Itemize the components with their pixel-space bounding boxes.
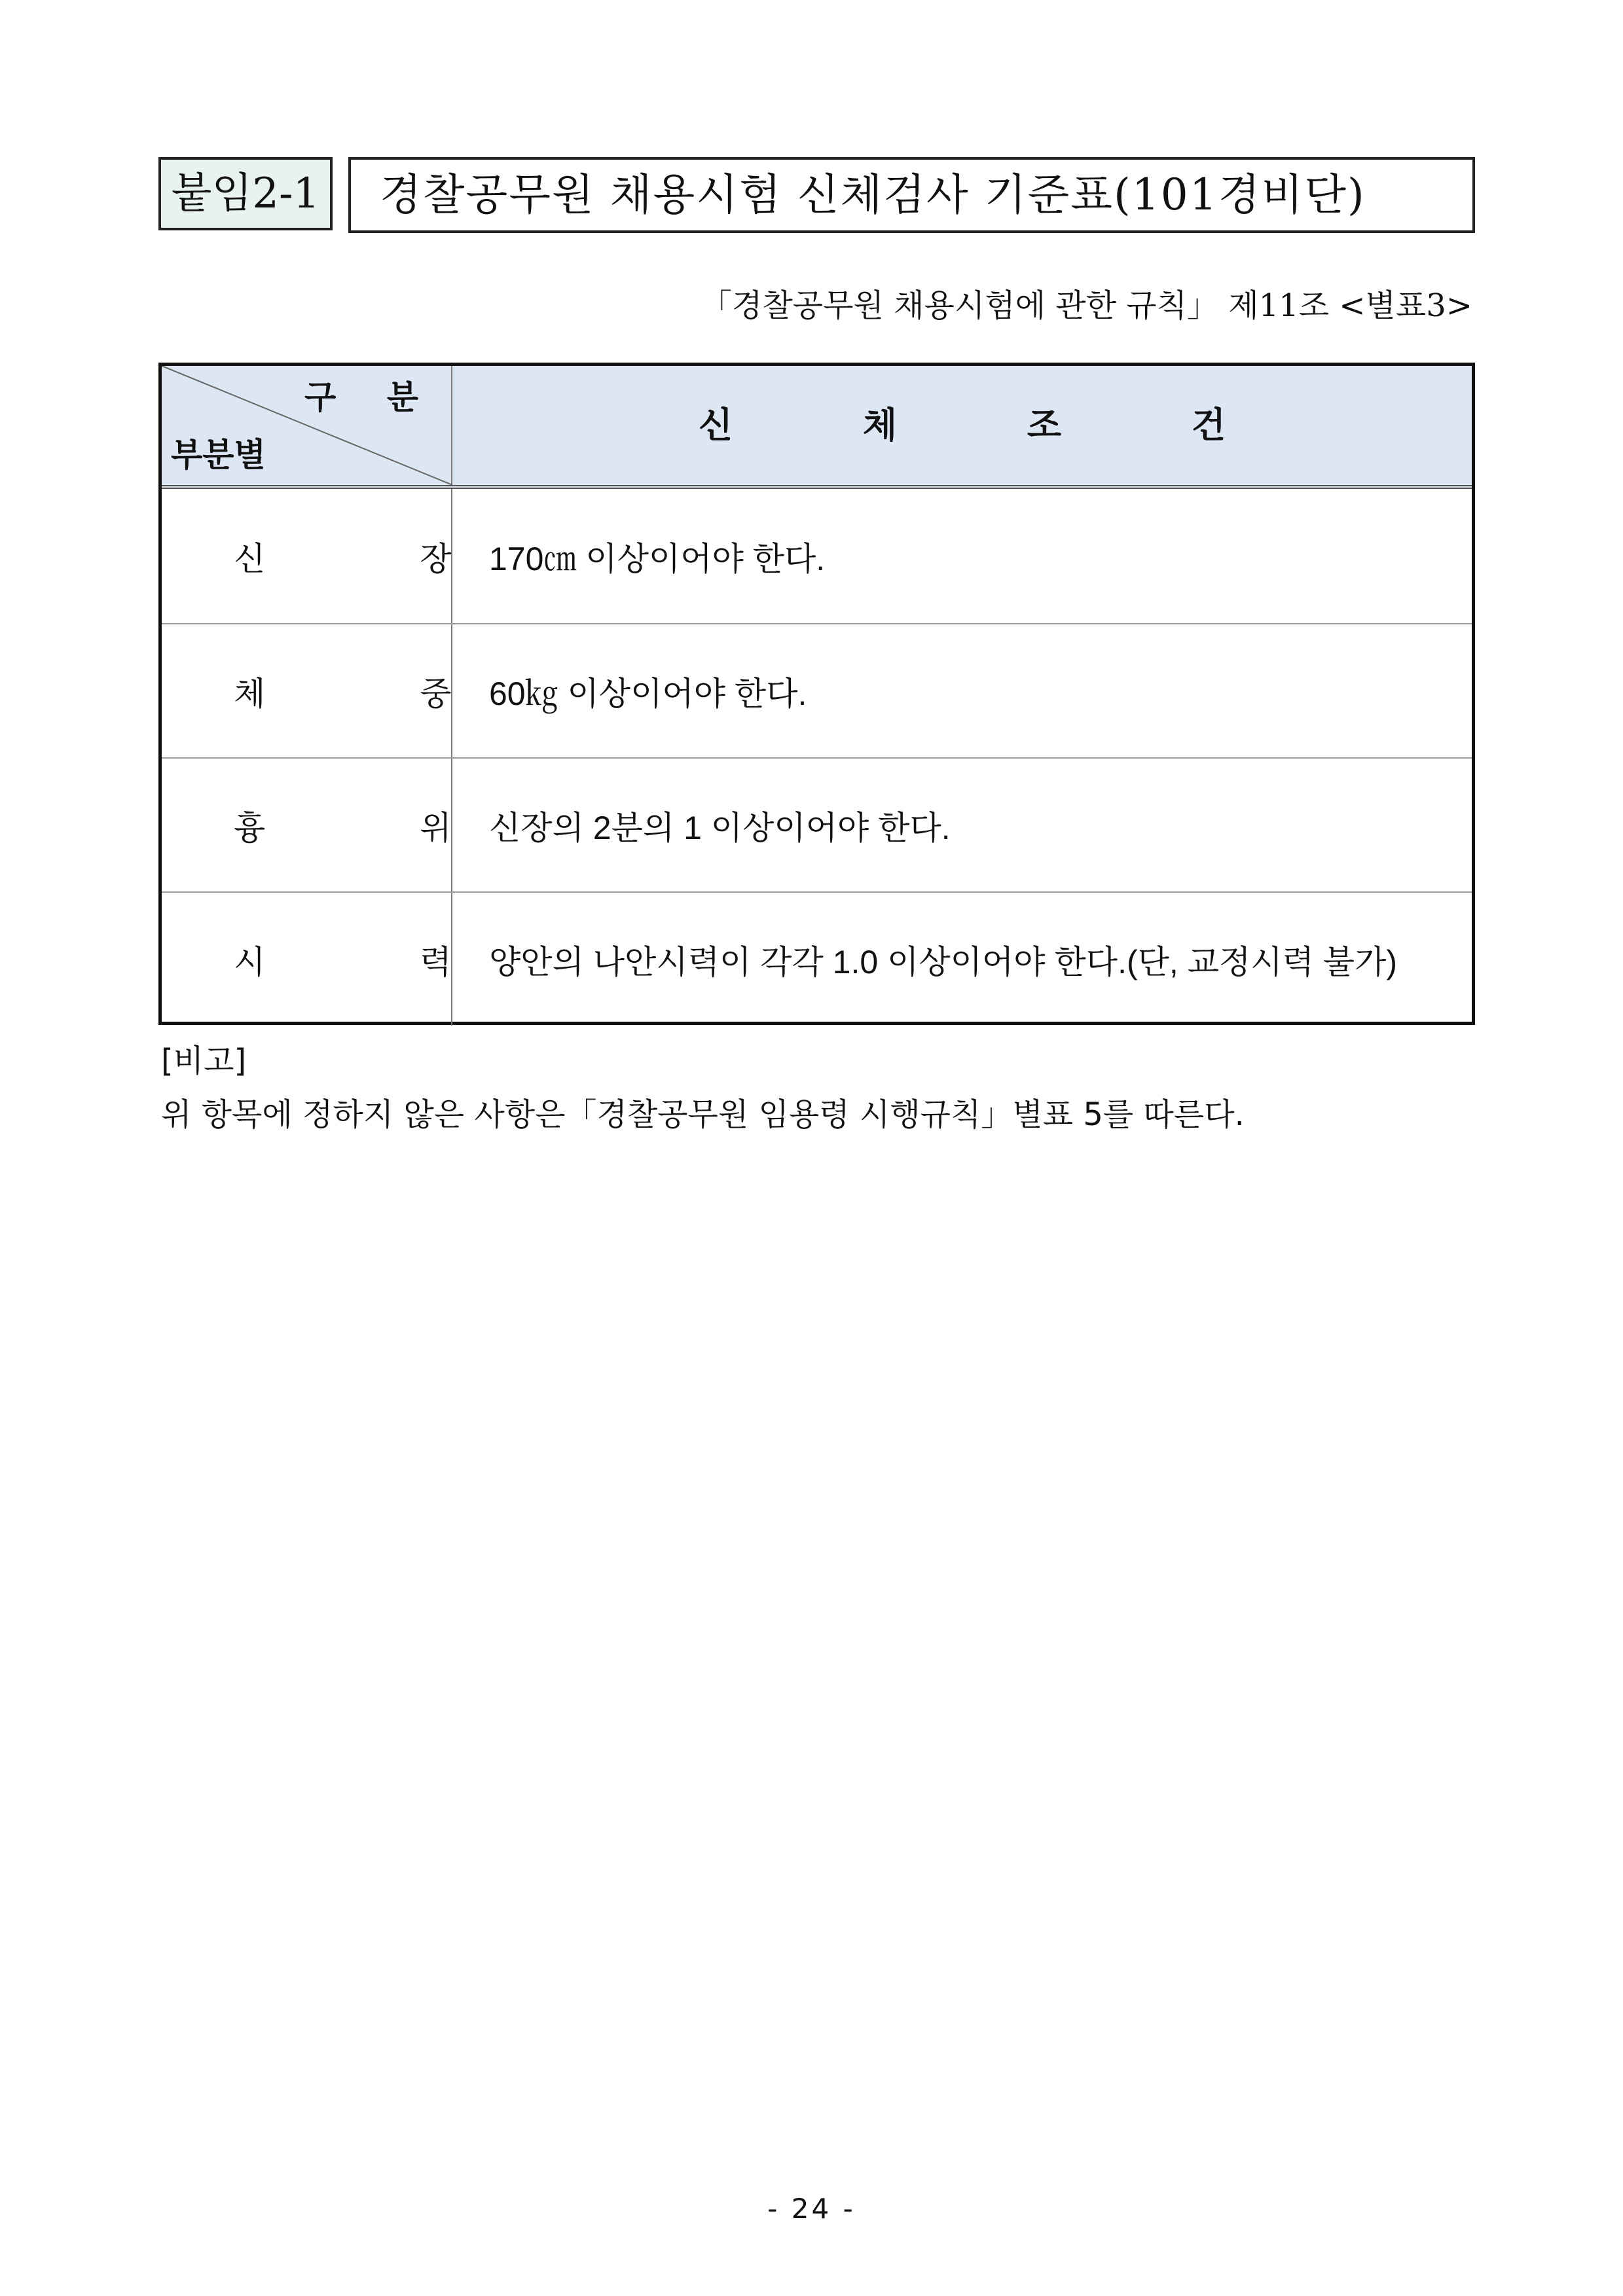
attachment-tag: 붙임2-1 (158, 157, 333, 230)
row-label: 신 장 (162, 489, 452, 623)
notes-text: 위 항목에 정하지 않은 사항은「경찰공무원 임용령 시행규칙」별표 5를 따른다. (161, 1096, 1245, 1133)
table-row (162, 757, 1472, 891)
table-row (162, 623, 1472, 757)
notes-heading: [비고] (161, 1043, 247, 1079)
document-title: 경찰공무원 채용시험 신체검사 기준표(101경비단) (348, 157, 1475, 233)
category-header: 구 분 (304, 378, 438, 416)
row-label: 흉 위 (162, 759, 452, 891)
row-value: 60㎏ 이상이어야 한다. (489, 675, 807, 712)
row-label: 시 력 (162, 893, 452, 1026)
page-number: - 24 - (767, 2193, 856, 2225)
row-value: 170㎝ 이상이어야 한다. (489, 540, 826, 577)
physical-criteria-table (158, 363, 1475, 1025)
part-header: 부분별 (171, 436, 266, 474)
regulation-source: 「경찰공무원 채용시험에 관한 규칙」 제11조 <별표3> (701, 287, 1472, 324)
table-row (162, 489, 1472, 623)
table-row (162, 891, 1472, 1026)
row-value: 신장의 2분의 1 이상이어야 한다. (489, 809, 951, 846)
corner-header-cell (162, 366, 452, 485)
row-value: 양안의 나안시력이 각각 1.0 이상이어야 한다.(단, 교정시력 불가) (489, 943, 1398, 980)
table-header (162, 366, 1472, 489)
row-label: 체 중 (162, 624, 452, 757)
conditions-header: 신 체 조 건 (698, 404, 1285, 446)
